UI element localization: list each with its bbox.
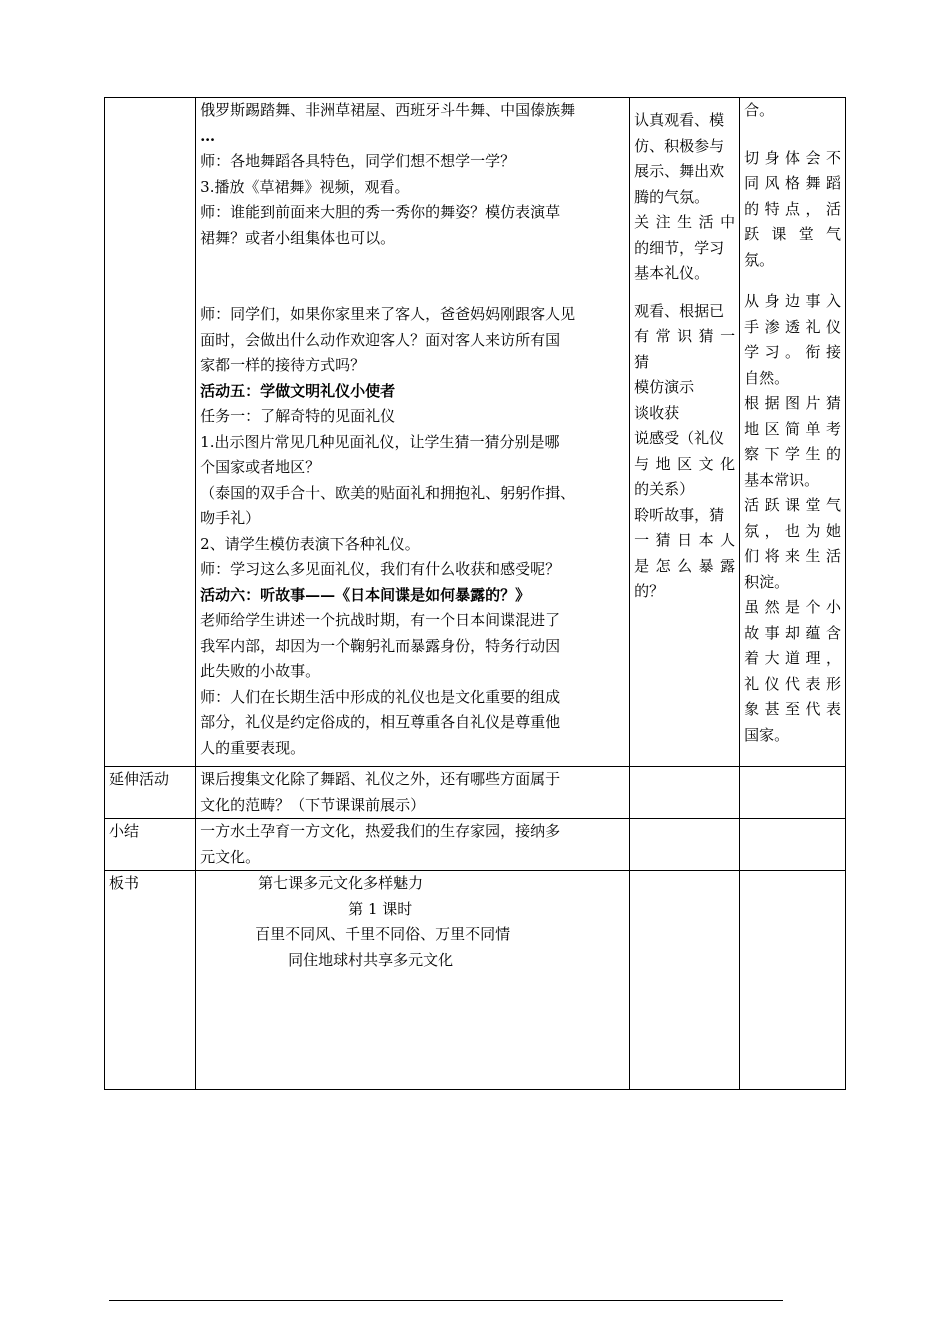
- extension-student-cell: [630, 767, 740, 819]
- teacher-question-dance: 师：各地舞蹈各具特色，同学们想不想学一学？: [200, 152, 516, 170]
- greeting-images-line2: 个国家或者地区？: [200, 458, 321, 476]
- design-intent-line: 积淀。: [744, 572, 790, 591]
- activity-six-heading: 活动六：听故事——《日本间谍是如何暴露的？》: [200, 585, 531, 604]
- design-intent-line: 切身体会不: [744, 148, 841, 167]
- design-intent-line: 国家。: [744, 725, 790, 744]
- teacher-conclusion-line1: 师：人们在长期生活中形成的礼仪也是文化重要的组成: [200, 687, 561, 706]
- teacher-reflection-question: 师：学习这么多见面礼仪，我们有什么收获和感受呢？: [200, 560, 561, 578]
- extension-label: 延伸活动: [105, 767, 196, 819]
- design-intent-line: 们将来生活: [744, 547, 841, 565]
- student-activity-line: 的细节，学习: [634, 238, 725, 257]
- summary-line1: 一方水土孕育一方文化，热爱我们的生存家园，接纳多: [200, 822, 561, 840]
- design-intent-line: 礼仪代表形: [744, 674, 841, 693]
- design-intent-line: 自然。: [744, 368, 790, 387]
- teacher-conclusion-line2: 部分，礼仪是约定俗成的，相互尊重各自礼仪是尊重他: [200, 713, 561, 731]
- story-line1: 老师给学生讲述一个抗战时期，有一个日本间谍混进了: [200, 611, 561, 629]
- design-intent-line: 故事却蕴含: [744, 623, 841, 642]
- student-activity-line: 猜: [634, 352, 650, 371]
- board-content: [196, 871, 630, 1090]
- design-intent-line: 手渗透礼仪: [744, 317, 841, 336]
- main-row-label-cell: [105, 98, 196, 767]
- board-intent-cell: [740, 871, 846, 1090]
- extension-line1: 课后搜集文化除了舞蹈、礼仪之外，还有哪些方面属于: [200, 770, 561, 788]
- story-line2: 我军内部，却因为一个鞠躬礼而暴露身份，特务行动因: [200, 636, 561, 655]
- design-intent-line: 氛，也为她: [744, 521, 841, 540]
- teacher-guest-line2: 面时，会做出什么动作欢迎客人？面对客人来访所有国: [200, 330, 561, 349]
- extension-row: [105, 767, 846, 819]
- teacher-guest-line3: 家都一样的接待方式吗？: [200, 356, 366, 374]
- design-intent-cell: [740, 98, 846, 767]
- teacher-invite-line1: 师：谁能到前面来大胆的秀一秀你的舞姿？模仿表演草: [200, 203, 561, 221]
- design-intent-line: 氛。: [744, 250, 775, 269]
- design-intent-line: 合。: [744, 101, 775, 119]
- lesson-plan-table: [104, 97, 846, 1090]
- imitate-greetings-step: 2、请学生模仿表演下各种礼仪。: [200, 534, 420, 553]
- design-intent-line: 基本常识。: [744, 470, 820, 489]
- board-label: 板书: [105, 871, 196, 1090]
- student-activity-line: 谈收获: [634, 403, 680, 422]
- student-activity-line: 说感受（礼仪: [634, 429, 725, 447]
- board-lesson-number: 第 1 课时: [348, 899, 413, 918]
- student-activity-line: 模仿演示: [634, 378, 695, 396]
- ellipsis-line: …: [200, 126, 216, 145]
- board-row: [105, 871, 846, 1090]
- design-intent-line: 从身边事入: [744, 292, 841, 310]
- student-activity-line: 展示、舞出欢: [634, 162, 725, 180]
- teacher-guest-line1: 师：同学们，如果你家里来了客人，爸爸妈妈刚跟客人见: [200, 305, 576, 323]
- design-intent-line: 地区简单考: [744, 419, 841, 438]
- student-activity-cell: [630, 98, 740, 767]
- student-activity-line: 仿、积极参与: [634, 136, 725, 155]
- dance-list-line: 俄罗斯踢踏舞、非洲草裙屋、西班牙斗牛舞、中国傣族舞: [200, 101, 576, 119]
- greeting-images-line1: 1.出示图片常见几种见面礼仪，让学生猜一猜分别是哪: [200, 432, 560, 451]
- student-activity-line: 是怎么暴露: [634, 556, 736, 575]
- student-activity-line: 聆听故事，猜: [634, 505, 725, 524]
- design-intent-line: 着大道理，: [744, 649, 841, 667]
- greeting-examples-line1: （泰国的双手合十、欧美的贴面礼和拥抱礼、躬躬作揖、: [200, 483, 576, 502]
- summary-line2: 元文化。: [200, 847, 261, 866]
- summary-student-cell: [630, 819, 740, 871]
- teacher-conclusion-line3: 人的重要表现。: [200, 738, 306, 757]
- play-video-step: 3.播放《草裙舞》视频，观看。: [200, 177, 410, 196]
- teaching-process-cell: [196, 98, 630, 767]
- student-activity-line: 的？: [634, 582, 665, 600]
- student-activity-line: 基本礼仪。: [634, 264, 710, 282]
- design-intent-line: 活跃课堂气: [744, 496, 841, 514]
- summary-intent-cell: [740, 819, 846, 871]
- student-activity-line: 与地区文化: [634, 454, 736, 473]
- board-title: 第七课多元文化多样魅力: [258, 874, 424, 892]
- student-activity-line: 认真观看、模: [634, 111, 725, 129]
- student-activity-line: 一猜日本人: [634, 531, 736, 549]
- design-intent-line: 跃课堂气: [744, 225, 841, 243]
- summary-content: [196, 819, 630, 871]
- design-intent-line: 学习。衔接: [744, 343, 841, 361]
- activity-five-heading: 活动五：学做文明礼仪小使者: [200, 381, 396, 400]
- design-intent-line: 虽然是个小: [744, 598, 841, 616]
- board-line4: 同住地球村共享多元文化: [288, 950, 454, 969]
- design-intent-line: 根据图片猜: [744, 394, 841, 412]
- design-intent-line: 的特点，活: [744, 199, 841, 218]
- summary-label: 小结: [105, 819, 196, 871]
- design-intent-line: 象甚至代表: [744, 700, 841, 718]
- greeting-examples-line2: 吻手礼）: [200, 509, 261, 527]
- student-activity-line: 关注生活中: [634, 213, 736, 231]
- task-one-heading: 任务一：了解奇特的见面礼仪: [200, 407, 396, 425]
- student-activity-line: 腾的气氛。: [634, 187, 710, 206]
- design-intent-line: 察下学生的: [744, 445, 841, 463]
- extension-content: [196, 767, 630, 819]
- board-student-cell: [630, 871, 740, 1090]
- footer-rule: [109, 1300, 783, 1301]
- summary-row: [105, 819, 846, 871]
- student-activity-line: 的关系）: [634, 480, 695, 498]
- student-activity-line: 观看、根据已: [634, 301, 725, 320]
- story-line3: 此失败的小故事。: [200, 662, 321, 680]
- board-line3: 百里不同风、千里不同俗、万里不同情: [255, 925, 511, 943]
- extension-line2: 文化的范畴？（下节课课前展示）: [200, 795, 426, 814]
- extension-intent-cell: [740, 767, 846, 819]
- student-activity-line: 有常识猜一: [634, 327, 736, 345]
- main-activity-row: [105, 98, 846, 767]
- teacher-invite-line2: 裙舞？或者小组集体也可以。: [200, 228, 396, 247]
- design-intent-line: 同风格舞蹈: [744, 174, 841, 192]
